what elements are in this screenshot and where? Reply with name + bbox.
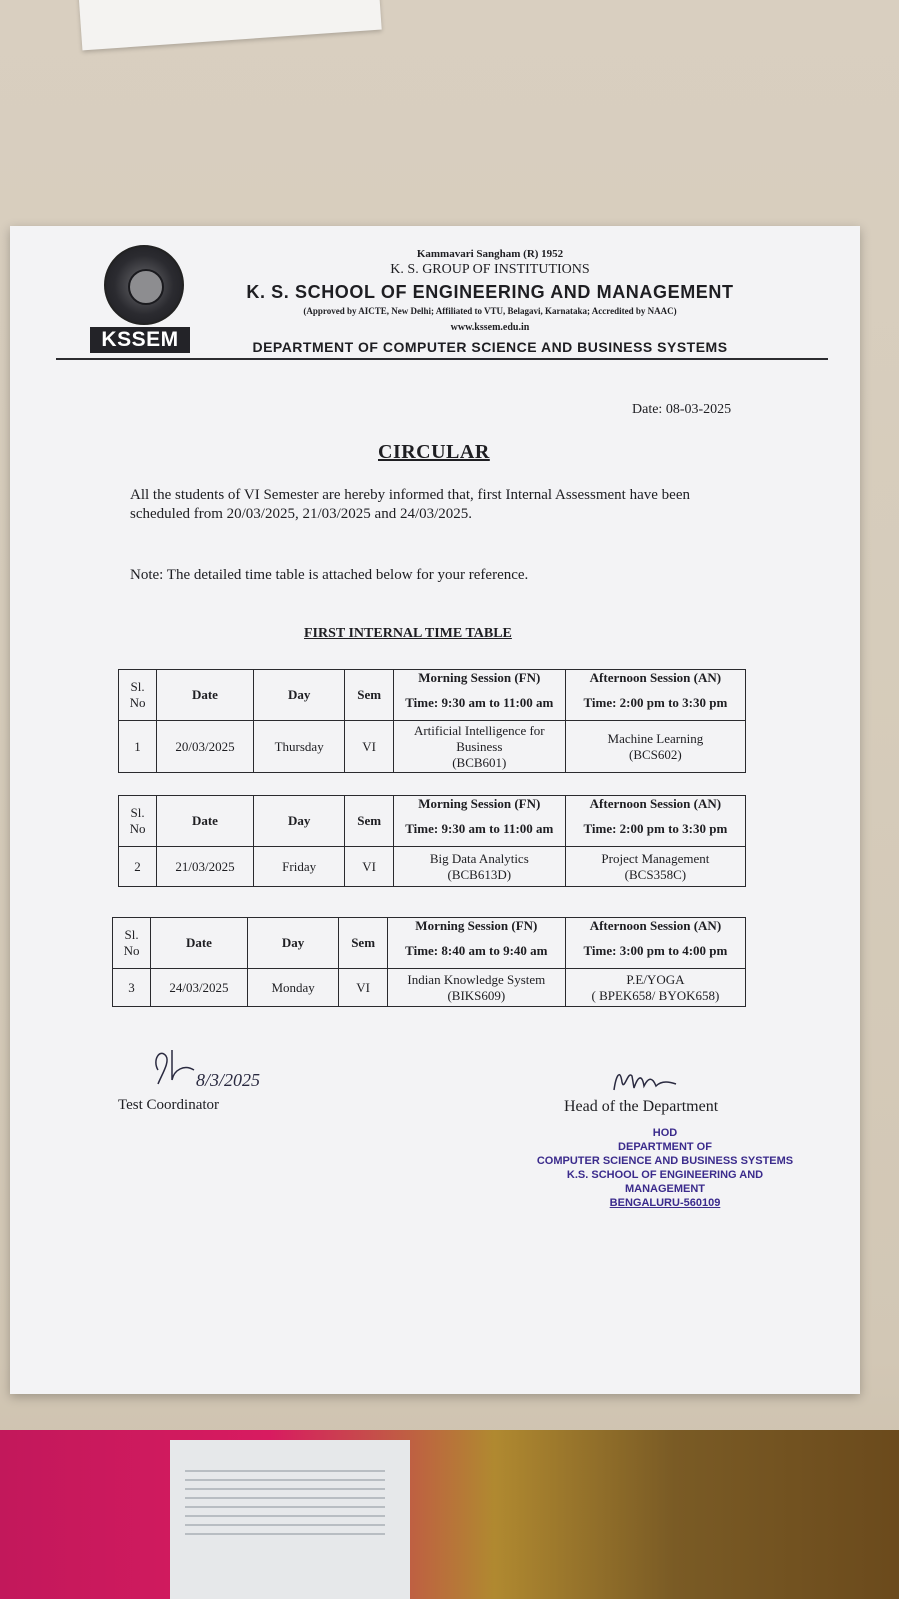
row-slno: 1 <box>119 721 157 773</box>
header-afternoon: Afternoon Session (AN) <box>565 918 745 935</box>
college-logo <box>90 245 200 353</box>
row-day: Friday <box>253 847 345 887</box>
header-morning: Morning Session (FN) <box>393 670 565 687</box>
logo-text: KSSEM <box>90 327 190 353</box>
header-sem: Sem <box>345 670 393 721</box>
row-sem: VI <box>339 969 387 1007</box>
header-sem: Sem <box>339 918 387 969</box>
test-coordinator-label: Test Coordinator <box>118 1097 220 1113</box>
timetable-3 <box>112 917 746 1007</box>
row-day: Thursday <box>253 721 345 773</box>
header-college: K. S. SCHOOL OF ENGINEERING AND MANAGEMENT <box>246 282 734 302</box>
header-morning: Morning Session (FN) <box>387 918 565 935</box>
header-slno: Sl. No <box>119 796 157 847</box>
header-afternoon: Afternoon Session (AN) <box>565 670 745 687</box>
afternoon-subject: Machine Learning (BCS602) <box>565 721 745 773</box>
header-divider <box>56 358 828 360</box>
header-group: K. S. GROUP OF INSTITUTIONS <box>390 262 590 277</box>
afternoon-time: Time: 3:00 pm to 4:00 pm <box>565 935 745 969</box>
circular-date: Date: 08-03-2025 <box>632 402 732 417</box>
header-morning: Morning Session (FN) <box>393 796 565 813</box>
row-sem: VI <box>345 847 393 887</box>
row-date: 20/03/2025 <box>157 721 254 773</box>
afternoon-subject: Project Management (BCS358C) <box>565 847 745 887</box>
header-date: Date <box>151 918 248 969</box>
header-approval: (Approved by AICTE, New Delhi; Affiliated to VTU, Belagavi, Karnataka; Accredited by NAAC) <box>303 306 677 316</box>
hod-label: Head of the Department <box>564 1098 719 1115</box>
row-day: Monday <box>247 969 339 1007</box>
paper-scrap <box>78 0 381 50</box>
circular-note: Note: The detailed time table is attached below for your reference. <box>130 567 529 583</box>
header-day: Day <box>253 796 345 847</box>
fabric-background <box>0 1430 899 1599</box>
afternoon-subject: P.E/YOGA ( BPEK658/ BYOK658) <box>565 969 745 1007</box>
header-date: Date <box>157 670 254 721</box>
timetable-1 <box>118 669 746 773</box>
header-slno: Sl. No <box>113 918 151 969</box>
row-date: 24/03/2025 <box>151 969 248 1007</box>
morning-time: Time: 9:30 am to 11:00 am <box>393 687 565 721</box>
id-card-text <box>185 1470 385 1540</box>
header-slno: Sl. No <box>119 670 157 721</box>
row-slno: 3 <box>113 969 151 1007</box>
header-day: Day <box>247 918 339 969</box>
header-day: Day <box>253 670 345 721</box>
header-afternoon: Afternoon Session (AN) <box>565 796 745 813</box>
circular-body: All the students of VI Semester are hereby informed that, first Internal Assessment have been scheduled from 20/03/2025, 21/03/2025 and 24/03/2025. <box>130 487 690 522</box>
header-sem: Sem <box>345 796 393 847</box>
afternoon-time: Time: 2:00 pm to 3:30 pm <box>565 813 745 847</box>
coordinator-signature <box>150 1040 290 1100</box>
header-website: www.kssem.edu.in <box>450 322 530 333</box>
emblem-icon <box>104 245 184 325</box>
row-slno: 2 <box>119 847 157 887</box>
header-date: Date <box>157 796 254 847</box>
timetable-2 <box>118 795 746 887</box>
timetable-title: FIRST INTERNAL TIME TABLE <box>304 626 512 641</box>
hod-stamp: HOD DEPARTMENT OF COMPUTER SCIENCE AND BUSINESS SYSTEMS K.S. SCHOOL OF ENGINEERING AND MANAGEMENT BENGALURU-560109 <box>536 1127 794 1209</box>
header-department: DEPARTMENT OF COMPUTER SCIENCE AND BUSINESS SYSTEMS <box>252 339 728 355</box>
morning-time: Time: 9:30 am to 11:00 am <box>393 813 565 847</box>
hod-signature <box>610 1062 710 1098</box>
morning-subject: Indian Knowledge System (BIKS609) <box>387 969 565 1007</box>
afternoon-time: Time: 2:00 pm to 3:30 pm <box>565 687 745 721</box>
row-sem: VI <box>345 721 393 773</box>
circular-title: CIRCULAR <box>378 441 490 463</box>
row-date: 21/03/2025 <box>157 847 254 887</box>
morning-subject: Artificial Intelligence for Business (BCB601) <box>393 721 565 773</box>
signature-date: 8/3/2025 <box>196 1070 261 1090</box>
header-trust: Kammavari Sangham (R) 1952 <box>416 248 564 260</box>
morning-time: Time: 8:40 am to 9:40 am <box>387 935 565 969</box>
morning-subject: Big Data Analytics (BCB613D) <box>393 847 565 887</box>
